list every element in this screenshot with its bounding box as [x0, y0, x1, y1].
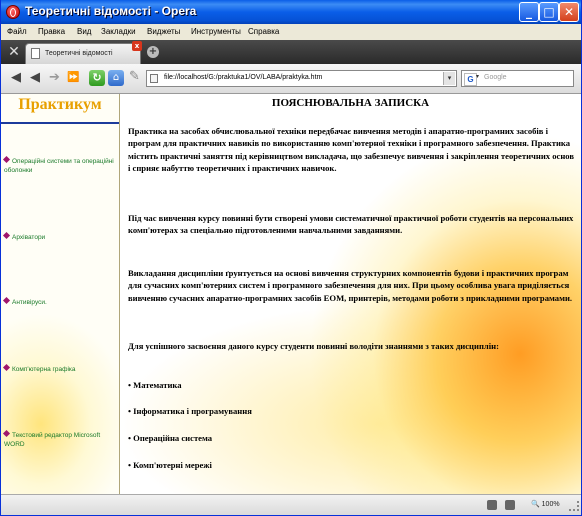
menu-file[interactable]: Файл: [7, 27, 27, 36]
sidebar-item-os[interactable]: [4, 157, 116, 175]
forward-button[interactable]: ➔: [49, 70, 60, 85]
tools-x-icon[interactable]: ✕: [8, 44, 20, 60]
view-icon[interactable]: [505, 500, 515, 510]
diamond-bullet-icon: [3, 297, 10, 304]
search-field[interactable]: [461, 70, 574, 87]
page-heading: ПОЯСНЮВАЛЬНА ЗАПИСКА: [271, 97, 430, 109]
reload-button[interactable]: ↻: [89, 70, 105, 86]
sidebar-item-antivirus[interactable]: [4, 298, 116, 307]
diamond-bullet-icon: [3, 232, 10, 239]
sidebar-item-graphics[interactable]: [4, 365, 116, 374]
menu-widgets[interactable]: Виджеты: [147, 27, 181, 36]
sidebar-item-label[interactable]: Операційні системи та операційні оболонки: [4, 158, 114, 174]
paragraph-teaching: Викладання дисципліни ґрунтується на основі вивчення структурних компонентів будови і практичних програм для сучасних комп'ютерних систем і програмного забезпечення для них. При цьому особлива увага приділяється вивченню сучасних апаратно-програмних засобів ЕОМ, принтерів, методами роботи з прикладними програмами.: [128, 268, 573, 303]
rewind-icon[interactable]: ◀: [11, 70, 21, 85]
back-button[interactable]: ◀: [30, 70, 40, 85]
list-item: • Інформатика і програмування: [128, 406, 252, 416]
menu-bar: [1, 24, 581, 40]
diamond-bullet-icon: [3, 430, 10, 437]
status-bar: [1, 494, 581, 516]
sidebar-divider: [1, 122, 119, 124]
edit-icon[interactable]: ✎: [129, 69, 140, 84]
zoom-level[interactable]: 🔍 100%: [531, 501, 560, 508]
menu-edit[interactable]: Правка: [38, 27, 66, 36]
sidebar-item-label[interactable]: Архіватори: [12, 234, 46, 241]
resize-grip-icon[interactable]: [569, 501, 579, 511]
navigation-toolbar: [1, 64, 581, 94]
tab-bar: [1, 40, 581, 64]
search-engine-dropdown-icon[interactable]: ▾: [476, 73, 480, 80]
list-item: • Математика: [128, 380, 182, 390]
paragraph-conditions: Під час вивчення курсу повинні бути створені умови систематичної практичної роботи студентів на персональних комп'ютерах за спеціально підготовленими навчальними завданнями.: [128, 213, 574, 236]
list-item: • Комп'ютерні мережі: [128, 460, 212, 470]
sidebar-title: Практикум: [18, 96, 102, 113]
tab-close-button[interactable]: x: [132, 41, 142, 51]
menu-view[interactable]: Вид: [77, 27, 92, 36]
search-placeholder[interactable]: Google: [484, 74, 507, 81]
paragraph-prerequisites: Для успішного засвоєння даного курсу студенти повинні володіти знаннями з таких дисциплін:: [128, 341, 499, 351]
address-field[interactable]: [146, 70, 457, 87]
opera-logo-icon: [6, 5, 20, 19]
menu-bookmarks[interactable]: Закладки: [101, 27, 136, 36]
sidebar-item-archivers[interactable]: [4, 233, 116, 242]
sidebar-item-label[interactable]: Текстовий редактор Microsoft WORD: [4, 432, 101, 448]
new-tab-button[interactable]: +: [148, 46, 158, 57]
sidebar-item-label[interactable]: Антивіруси.: [12, 299, 47, 306]
tab-current[interactable]: [25, 43, 141, 64]
sidebar-item-label[interactable]: Комп'ютерна графіка: [12, 366, 76, 373]
title-bar[interactable]: [1, 0, 581, 24]
minimize-button[interactable]: _: [519, 2, 539, 22]
page-icon: [150, 74, 158, 83]
page-icon: [31, 48, 40, 59]
diamond-bullet-icon: [3, 156, 10, 163]
paragraph-intro: Практика на засобах обчислювальної техніки передбачає вивчення методів і апаратно-програмних засобів і програм для практичних навиків по використанню комп'ютерної техніки і програмного забезпечення. Практика містить практичні заняття під керівництвом викладача, що забезпечує вивчення і закріплення теоретичних основ і сприяє набуттю теоретичних і практичних навичок.: [128, 126, 574, 174]
tab-label: Теоретичні відомості: [45, 50, 113, 57]
list-item: • Операційна система: [128, 433, 213, 443]
page-content: [1, 94, 581, 494]
main-frame: [120, 94, 581, 494]
address-dropdown-icon[interactable]: ▾: [443, 72, 455, 85]
menu-tools[interactable]: Инструменты: [191, 27, 241, 36]
close-button[interactable]: ✕: [559, 2, 579, 22]
fast-forward-button[interactable]: ⏩: [67, 72, 80, 83]
window-title: Теоретичні відомості - Opera: [25, 4, 197, 18]
maximize-button[interactable]: □: [539, 2, 559, 22]
menu-help[interactable]: Справка: [248, 27, 280, 36]
address-text[interactable]: file://localhost/G:/praktuka1/OV/LABA/praktyka.htm: [164, 74, 323, 81]
network-icon[interactable]: [487, 500, 497, 510]
sidebar: [1, 94, 119, 494]
diamond-bullet-icon: [3, 364, 10, 371]
google-icon[interactable]: G: [464, 73, 477, 86]
home-button[interactable]: ⌂: [108, 70, 124, 86]
sidebar-item-word[interactable]: [4, 431, 116, 449]
